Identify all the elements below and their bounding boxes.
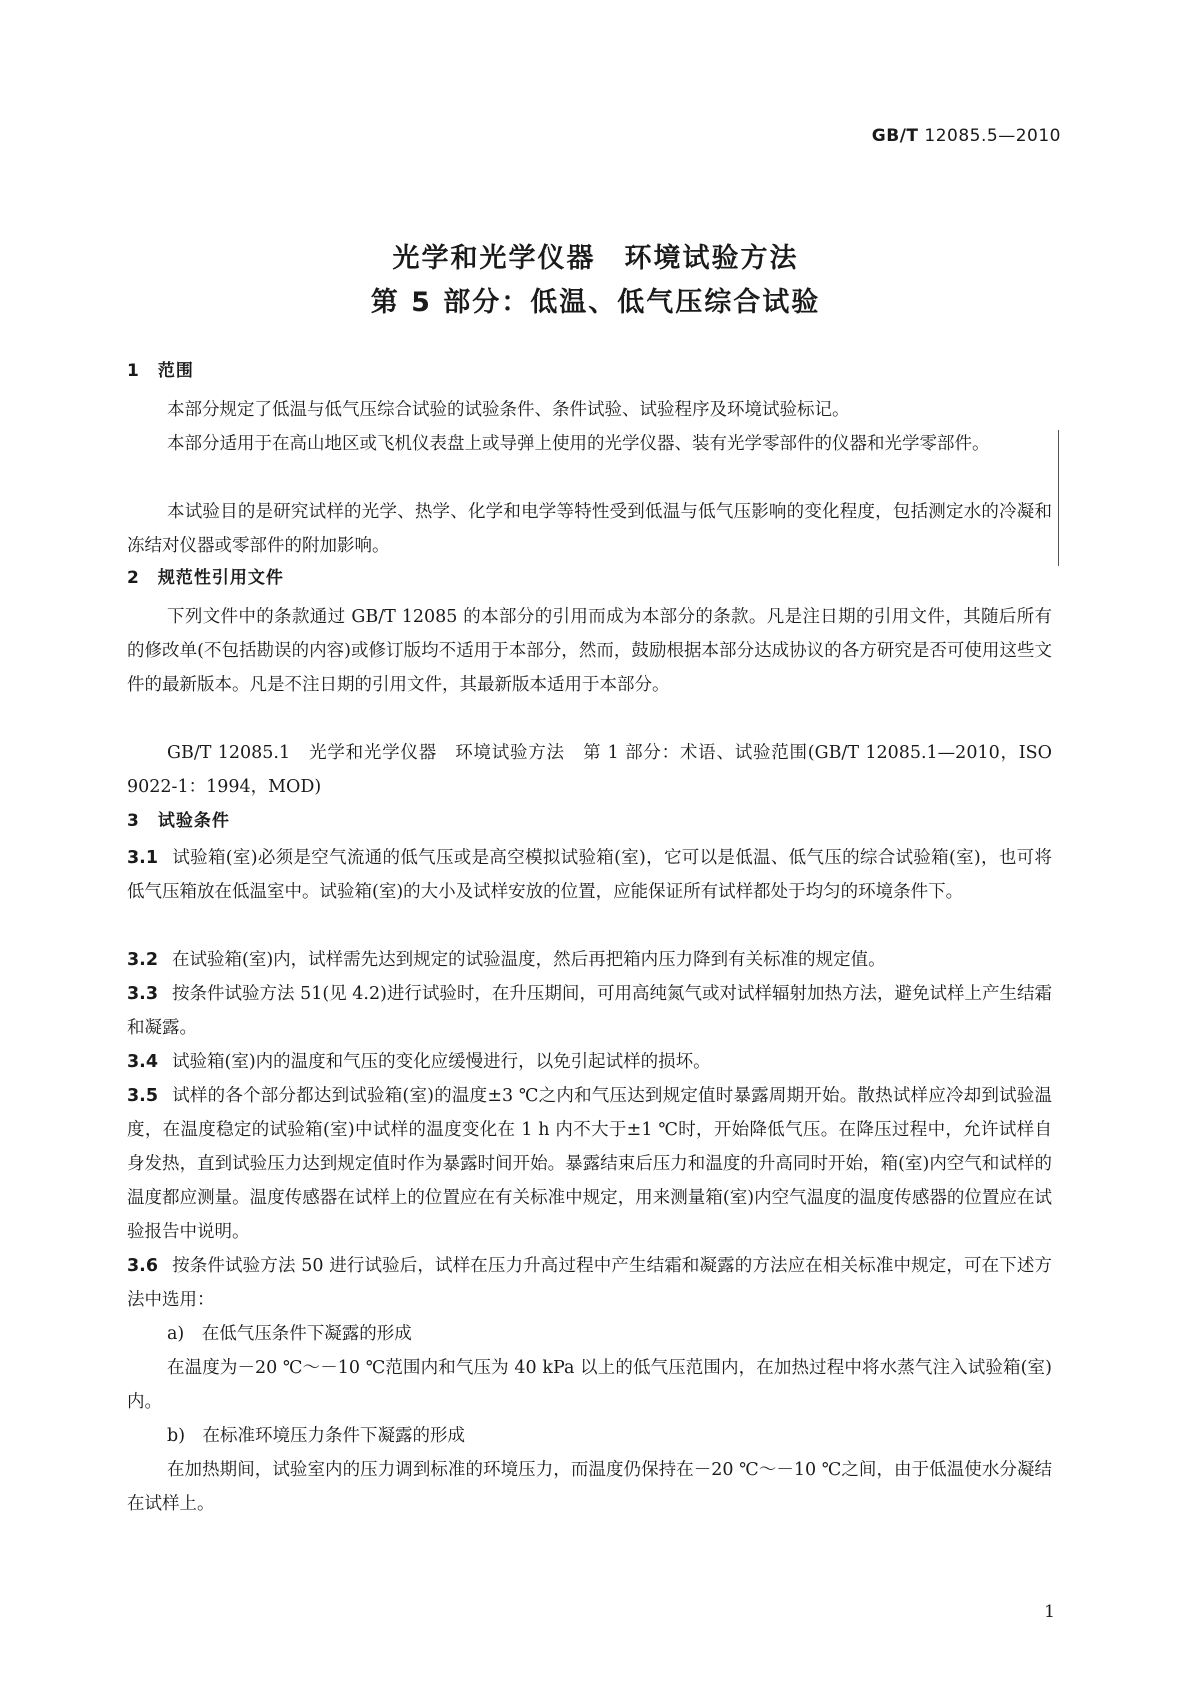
clause-3-1-number: 3.1 [127, 848, 159, 868]
clause-3-4 [127, 1045, 1052, 1079]
standard-code: 12085.5—2010 [924, 126, 1061, 146]
section-2-heading: 2 规范性引用文件 [127, 568, 284, 588]
clause-3-5-number: 3.5 [127, 1086, 159, 1106]
clause-3-1-text: 试验箱(室)必须是空气流通的低气压或是高空模拟试验箱(室)，它可以是低温、低气压的综合试验箱(室)，也可将低气压箱放在低温室中。试验箱(室)的大小及试样安放的位置，应能保证所有试样都处于均匀的环境条件下。 [127, 848, 1052, 902]
section-2-reference: GB/T 12085.1 光学和光学仪器 环境试验方法 第 1 部分：术语、试验范围(GB/T 12085.1—2010，ISO 9022-1：1994，MOD) [127, 743, 1052, 797]
clause-3-4-text: 试验箱(室)内的温度和气压的变化应缓慢进行，以免引起试样的损坏。 [172, 1052, 711, 1072]
clause-3-1 [127, 841, 1052, 909]
standard-prefix: GB/T [871, 126, 919, 146]
clause-3-5 [127, 1079, 1052, 1249]
section-1-heading: 1 范围 [127, 361, 194, 381]
clause-3-6-text: 按条件试验方法 50 进行试验后，试样在压力升高过程中产生结霜和凝露的方法应在相关标准中规定，可在下述方法中选用： [127, 1256, 1052, 1310]
clause-3-4-number: 3.4 [127, 1052, 159, 1072]
section-3-heading: 3 试验条件 [127, 811, 230, 831]
standard-number [872, 126, 1061, 146]
section-1-para-2: 本部分适用于在高山地区或飞机仪表盘上或导弹上使用的光学仪器、装有光学零部件的仪器和光学零部件。 [167, 434, 990, 454]
section-1-para-1: 本部分规定了低温与低气压综合试验的试验条件、条件试验、试验程序及环境试验标记。 [167, 400, 850, 420]
document-title-line2: 第 5 部分：低温、低气压综合试验 [370, 287, 821, 318]
clause-3-3-text: 按条件试验方法 51(见 4.2)进行试验时，在升压期间，可用高纯氮气或对试样辐射加热方法，避免试样上产生结霜和凝露。 [127, 984, 1052, 1038]
method-b-label: b) 在标准环境压力条件下凝露的形成 [167, 1426, 466, 1446]
clause-3-2-number: 3.2 [127, 950, 159, 970]
clause-3-6 [127, 1249, 1052, 1317]
page-number: 1 [1044, 1602, 1055, 1622]
document-title-line1: 光学和光学仪器 环境试验方法 [392, 243, 799, 274]
method-b-text: 在加热期间，试验室内的压力调到标准的环境压力，而温度仍保持在－20 ℃～－10 ℃之间，由于低温使水分凝结在试样上。 [127, 1460, 1052, 1514]
method-a-label: a) 在低气压条件下凝露的形成 [167, 1324, 412, 1344]
clause-3-5-text: 试样的各个部分都达到试验箱(室)的温度±3 ℃之内和气压达到规定值时暴露周期开始。散热试样应冷却到试验温度，在温度稳定的试验箱(室)中试样的温度变化在 1 h 内不大于±1 ℃时，开始降低气压。在降压过程中，允许试样自身发热，直到试验压力达到规定值时作为暴露时间开始。暴露结束后压力和温度的升高同时开始，箱(室)内空气和试样的温度都应测量。温度传感器在试样上的位置应在有关标准中规定，用来测量箱(室)内空气温度的温度传感器的位置应在试验报告中说明。 [127, 1086, 1052, 1242]
clause-3-2 [127, 943, 1052, 977]
margin-change-bar [1058, 430, 1059, 566]
section-1-para-3: 本试验目的是研究试样的光学、热学、化学和电学等特性受到低温与低气压影响的变化程度，包括测定水的冷凝和冻结对仪器或零部件的附加影响。 [127, 502, 1052, 556]
clause-3-3-number: 3.3 [127, 984, 159, 1004]
clause-3-6-number: 3.6 [127, 1256, 159, 1276]
clause-3-3 [127, 977, 1052, 1045]
method-a-text: 在温度为－20 ℃～－10 ℃范围内和气压为 40 kPa 以上的低气压范围内，在加热过程中将水蒸气注入试验箱(室)内。 [127, 1358, 1052, 1412]
clause-3-2-text: 在试验箱(室)内，试样需先达到规定的试验温度，然后再把箱内压力降到有关标准的规定值。 [172, 950, 886, 970]
section-2-para-1: 下列文件中的条款通过 GB/T 12085 的本部分的引用而成为本部分的条款。凡是注日期的引用文件，其随后所有的修改单(不包括勘误的内容)或修订版均不适用于本部分，然而，鼓励根据本部分达成协议的各方研究是否可使用这些文件的最新版本。凡是不注日期的引用文件，其最新版本适用于本部分。 [127, 607, 1052, 695]
